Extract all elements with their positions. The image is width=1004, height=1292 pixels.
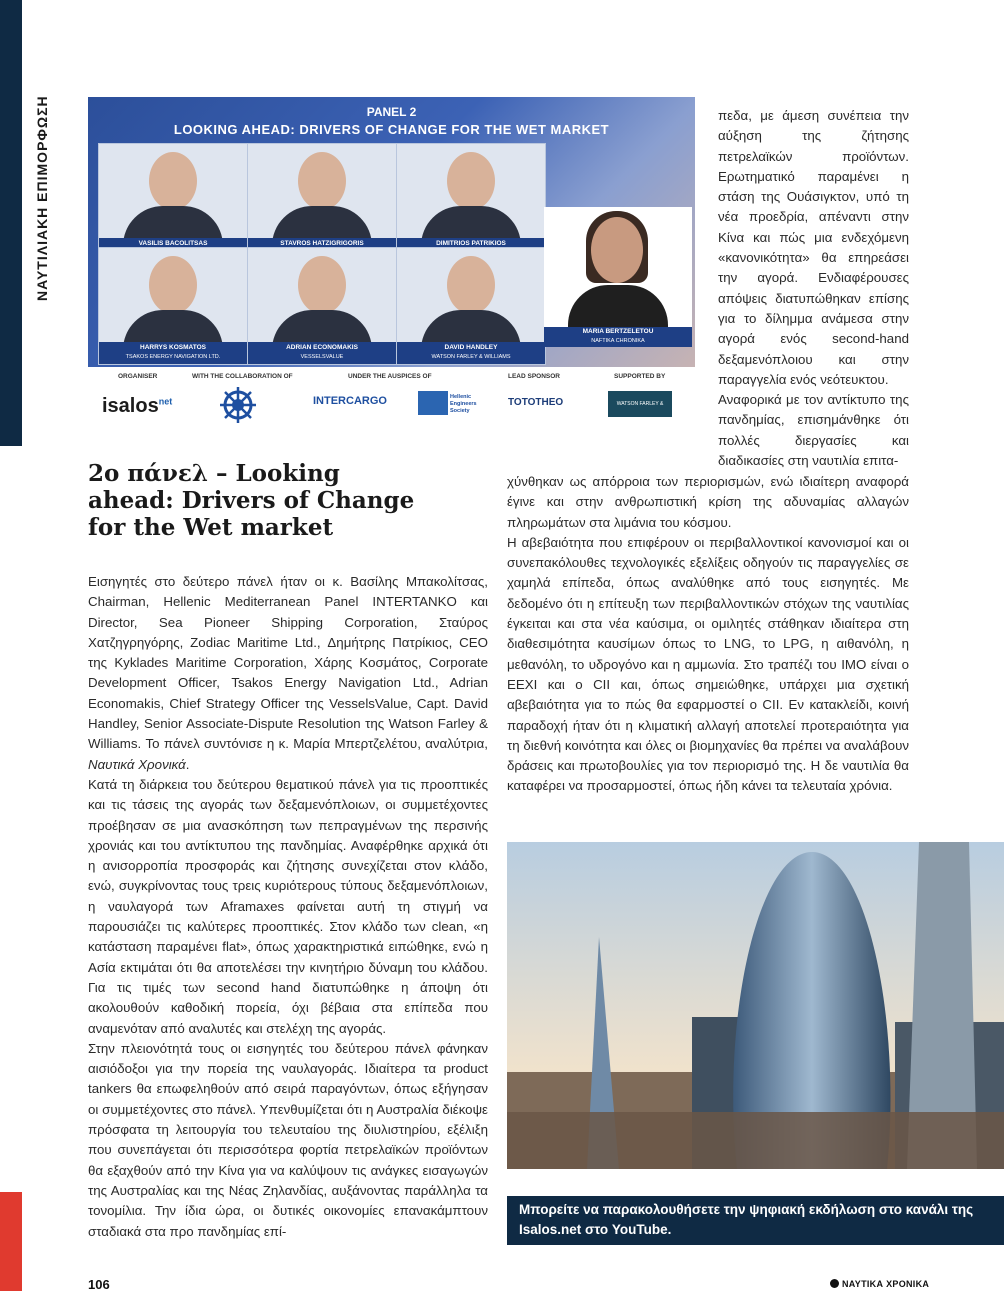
speaker-photo	[447, 256, 495, 314]
speaker-card	[396, 143, 546, 261]
paragraph: Εισηγητές στο δεύτερο πάνελ ήταν οι κ. Βασίλης Μπακολίτσας, Chairman, Hellenic Mediterranean Panel INTERTANKO και Director, Sea Pioneer Shipping Corporation, Σταύρος Χατζηγρηγόρης, Zodiac Maritime Ltd., Δημήτρης Πατρίκιος, CEO της Kyklades Maritime Corporation, Χάρης Κοσμάτος, Corporate Development Officer, Tsakos Energy Navigation Ltd., Adrian Economakis, Chief Strategy Officer της VesselsValue, Capt. David Handley, Senior Associate-Dispute Resolution της Watson Farley & Williams. Το πάνελ συντόνισε η κ. Μαρία Μπερτζελέτου, αναλύτρια, Ναυτικά Χρονικά.	[88, 574, 488, 772]
speaker-name: DAVID HANDLEY	[444, 344, 498, 351]
speaker-card	[98, 247, 248, 365]
speaker-card	[247, 247, 397, 365]
sponsor-label: WITH THE COLLABORATION OF	[192, 373, 293, 380]
speaker-company: VESSELSVALUE	[300, 354, 344, 360]
isalos-logo: isalos$^{net}$	[102, 395, 173, 417]
speaker-photo	[149, 152, 197, 210]
speaker-name: ADRIAN ECONOMAKIS	[286, 344, 358, 351]
red-accent-bar	[0, 1192, 22, 1291]
youtube-link[interactable]: YouTube	[611, 1222, 668, 1237]
sponsor-label: SUPPORTED BY	[614, 373, 666, 380]
paragraph: Αναφορικά με τον αντίκτυπο της πανδημίας, επισημάνθηκε ότι πολλές διεργασίες και διαδικασίες στη ναυτιλία επιτα-	[718, 392, 909, 469]
banner-title: LOOKING AHEAD: DRIVERS OF CHANGE FOR THE WET MARKET	[173, 122, 610, 137]
panel-banner-image	[88, 97, 695, 443]
banner-panel-number: PANEL 2	[366, 105, 417, 119]
sponsor-label: UNDER THE AUSPICES OF	[348, 373, 432, 380]
engineers-society-logo: Hellenic Engineers Society	[450, 394, 477, 414]
paragraph: Η αβεβαιότητα που επιφέρουν οι περιβαλλοντικοί κανονισμοί και οι συνεπακόλουθες τεχνολογικές εξελίξεις οδηγούν τις παραγγελίες σε χαμηλά επίπεδα, όπως αναλύθηκε από τους εισηγητές. Με δεδομένο ότι η επίτευξη των περιβαλλοντικών στόχων της ναυτιλίας έγκειται και στα νέα καύσιμα, οι ομιλητές στάθηκαν ιδιαίτερα στη διαθεσιμότητα καυσίμων όπως το LNG, το LPG, η αιθανόλη, η μεθανόλη, το υδρογόνο και η αμμωνία. Στο τραπέζι του ΙΜΟ είναι ο EEXI και ο CII και, όπως σημειώθηκε, υπάρχει μια σχετική αβεβαιότητα για το πώς θα εφαρμοστεί ο CII. Εν κατακλείδι, κοινή παραδοχή ήταν ότι η κλιματική αλλαγή αποτελεί προτεραιότητα για τη διεθνή κοινότητα και όλες οι βιομηχανίες θα πρέπει να αναλάβουν δράσεις και πρωτοβουλίες για τον περιορισμό της. Η δε ναυτιλία θα καταφέρει να προσαρμοστεί, όπως ήδη κάνει τα τελευταία χρόνια.	[507, 534, 909, 794]
sponsor-label: ORGANISER	[118, 373, 158, 380]
wfw-logo: WATSON FARLEY & WILLIAMS	[608, 391, 672, 417]
moderator-photo	[591, 217, 643, 283]
paragraph: πεδα, με άμεση συνέπεια την αύξηση της ζήτησης πετρελαϊκών προϊόντων. Ερωτηματικό παραμένει η στάση της Ουάσιγκτον, υπό τη νέα προεδρία, απέναντι στην Κίνα και πώς μια ενδεχόμενη «κανονικότητα» θα επηρεάσει την αγορά. Ενδιαφέρουσες απόψεις διατυπώθηκαν επίσης για το δίλημμα ανάμεσα στην αγορά ενός second-hand δεξαμενόπλοιου και στην παραγγελία ενός νεότευκτου.	[718, 108, 909, 387]
paragraph: Στην πλειονότητά τους οι εισηγητές του δεύτερου πάνελ φάνηκαν αισιόδοξοι για την πορεία της ναυλαγοράς. Ιδιαίτερα τα product tankers θα επωφεληθούν από σειρά παραγόντων, όπως εξήγησαν οι συμμετέχοντες στο πάνελ. Υπενθυμίζεται ότι η Αυστραλία διέκοψε πρόσφατα τη λειτουργία του τελευταίου της διυλιστηρίου, εξέλιξη που συνεπάγεται ότι περισσότερα φορτία πετρελαϊκών προϊόντων θα εξαχθούν από την Κίνα για να καλύψουν τις ανάγκες εισαγωγών της Αυστραλίας και της Νέας Ζηλανδίας, αυξάνοντας παράλληλα τα τονομίλια. Την ίδια ώρα, οι δυτικές οικονομίες επανακάμπτουν σταδιακά στα προ πανδημίας επί-	[88, 1040, 488, 1239]
article-column-wide	[507, 472, 909, 797]
speaker-card	[98, 143, 248, 261]
sponsor-label: LEAD SPONSOR	[508, 373, 561, 380]
speaker-card	[396, 247, 546, 365]
sidebar-color-bar	[0, 0, 22, 446]
magazine-name: Ναυτικά Χρονικά	[88, 756, 186, 772]
speaker-company: WATSON FARLEY & WILLIAMS	[431, 354, 511, 360]
article-heading: 2ο πάνελ – Looking ahead: Drivers of Change for the Wet market	[88, 460, 415, 541]
speaker-name: STAVROS HATZIGRIGORIS	[280, 240, 364, 247]
greek-flag-icon	[418, 391, 448, 415]
moderator-name: MARIA BERTZELETOU	[582, 328, 654, 335]
page-number: 106	[88, 1277, 110, 1292]
ship-wheel-icon	[218, 385, 258, 425]
magazine-logo-icon	[830, 1279, 839, 1288]
speaker-company: TSAKOS ENERGY NAVIGATION LTD.	[125, 354, 221, 360]
speaker-name: HARRYS KOSMATOS	[140, 344, 206, 351]
speaker-photo	[447, 152, 495, 210]
paragraph: χύνθηκαν ως απόρροια των περιορισμών, ενώ ιδιαίτερη αναφορά έγινε και στην ανθρωπιστική κρίση της αδυναμίας αλλαγών πληρωμάτων στα λιμάνια του κόσμου.	[507, 474, 909, 530]
youtube-caption: Μπορείτε να παρακολουθήσετε την ψηφιακή εκδήλωση στο κανάλι της Isalos.net στο YouTube.	[507, 1196, 1004, 1245]
speaker-name: DIMITRIOS PATRIKIOS	[436, 240, 506, 247]
paragraph: Κατά τη διάρκεια του δεύτερου θεματικού πάνελ για τις προοπτικές και τις τάσεις της αγοράς των δεξαμενόπλοιων, οι συμμετέχοντες προέβησαν σε μια ανασκόπηση των πεπραγμένων της περσινής χρονιάς και του αντίκτυπου της πανδημίας. Αναφέρθηκε αρχικά ότι η ανισορροπία προσφοράς και ζήτησης συνεχίζεται στον κλάδο, ενώ, συγκρίνοντας τους τρεις κυριότερους τύπους δεξαμενόπλοιων, η ναυλαγορά των Aframaxes φαίνεται αυτή τη στιγμή να παρουσιάζει τις καλύτερες προοπτικές. Στον κλάδο των clean, «η κατάσταση παραμένει flat», όπως χαρακτηριστικά ειπώθηκε, ενώ η Ασία εκτιμάται ότι θα αποτελέσει την κινητήριο δύναμη του κλάδου. Για τις τιμές των second hand διατυπώθηκε η άποψη ότι ακολουθούν καθοδική πορεία, όχι βέβαια στα επίπεδα που αναμενόταν από αναλυτές και στελέχη της αγοράς.	[88, 776, 488, 1036]
tototheo-logo: TOTOTHEO	[508, 397, 564, 408]
magazine-footer: ΝΑΥΤΙΚΑ ΧΡΟΝΙΚΑ	[830, 1279, 929, 1289]
article-column-left	[88, 572, 488, 1242]
moderator-card	[544, 207, 692, 347]
article-column-right	[718, 106, 909, 471]
speaker-photo	[298, 152, 346, 210]
intercargo-logo: INTERCARGO	[313, 395, 387, 407]
speaker-photo	[149, 256, 197, 314]
sponsor-strip	[88, 367, 695, 443]
speaker-photo	[298, 256, 346, 314]
speaker-name: VASILIS BACOLITSAS	[138, 240, 208, 247]
speaker-card	[247, 143, 397, 261]
moderator-company: NAFTIKA CHRONIKA	[591, 338, 645, 344]
section-label: ΝΑΥΤΙΛΙΑΚΗ ΕΠΙΜΟΡΦΩΣΗ	[34, 95, 50, 301]
london-skyline-photo	[507, 842, 1004, 1169]
